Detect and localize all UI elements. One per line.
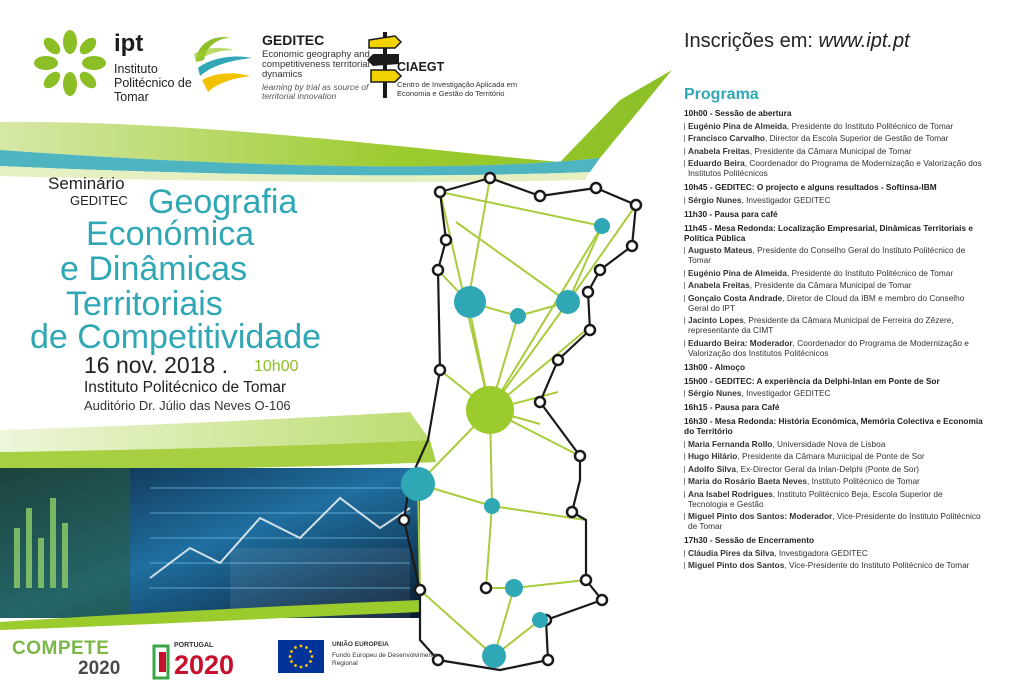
program-item (684, 293, 984, 313)
portugal-2020-logo (150, 642, 260, 682)
speaker-name: Maria Fernanda Rollo (688, 438, 773, 449)
program-title: Programa (684, 86, 759, 103)
speaker-role: Presidente da Câmara Municipal de Ferreira do Zêzere, representante da CIMT (688, 315, 954, 335)
speaker-role: Instituto Politécnico de Tomar (811, 476, 920, 486)
ipt-flower-icon (32, 30, 108, 96)
speaker-name: Hugo Hilário (688, 451, 738, 461)
geditec-subtitle: Economic geography and competitiveness territorial dynamics (262, 49, 370, 80)
speaker-role: Instituto Politécnico Beja, Escola Superior de Tecnologia e Gestão (688, 488, 943, 509)
speaker-name: Augusto Mateus (688, 245, 753, 255)
speaker-role: Presidente da Câmara Municipal de Tomar (754, 280, 912, 290)
compete-2020-logo (12, 638, 137, 682)
program-list (684, 108, 984, 570)
program-slot: 17h30 - Sessão de Encerramento (684, 535, 815, 545)
speaker-separator: , (765, 133, 770, 143)
program-item (684, 195, 984, 205)
speaker-name: Ana Isabel Rodrigues (688, 488, 773, 499)
speaker-name: Sérgio Nunes (688, 194, 742, 205)
registration-line (684, 30, 910, 53)
speaker-separator: , (806, 476, 812, 486)
speaker-separator: , (786, 267, 792, 278)
program-item (684, 548, 984, 558)
compete-word: COMPETE (12, 638, 110, 659)
speaker-role: Coordenador do Programa de Modernização e Valorização dos Institutos Politécnicos (688, 158, 982, 178)
program-item (684, 133, 984, 143)
speaker-role: Presidente da Câmara Municipal de Tomar (754, 145, 912, 156)
event-time: 10h00 (254, 358, 299, 375)
program-item (684, 451, 984, 461)
speaker-role: Presidente do Instituto Politécnico de Tomar (791, 120, 954, 131)
speaker-name: Eduardo Beira (688, 158, 745, 168)
technology-photo-collage (0, 468, 420, 618)
speaker-name: Cláudia Pires da Silva (688, 547, 775, 558)
speaker-role: Investigadora GEDITEC (778, 547, 868, 558)
program-item (684, 511, 984, 531)
program-item (684, 476, 984, 486)
speaker-role: Vice-Presidente do Instituto Politécnico de Tomar (688, 511, 981, 531)
speaker-name: Jacinto Lopes (688, 315, 744, 325)
program-item (684, 388, 984, 398)
speaker-name: Miguel Pinto dos Santos: Moderador (688, 511, 833, 521)
geditec-tagline: learning by trial as source of territorial innovation (262, 82, 369, 101)
speaker-name: Francisco Carvalho (688, 133, 766, 143)
ipt-logo (32, 30, 192, 104)
speaker-role: Presidente da Câmara Municipal de Ponte de Sor (741, 451, 925, 461)
speaker-name: Eugénio Pina de Almeida (688, 120, 787, 131)
program-item (684, 464, 984, 474)
program-item (684, 245, 984, 265)
event-date-separator: . (215, 352, 229, 378)
program-item (684, 268, 984, 278)
portugal-year: 2020 (174, 650, 235, 680)
program-slot: 16h30 - Mesa Redonda: História Económica, Memória Colectiva e Economia do Território (684, 416, 983, 436)
event-room: Auditório Dr. Júlio das Neves O-106 (84, 398, 291, 413)
speaker-role: Presidente do Conselho Geral do Instituto Politécnico de Tomar (688, 245, 966, 265)
speaker-separator: , (786, 120, 792, 131)
portugal-word: PORTUGAL (174, 642, 214, 649)
program-slot: 11h45 - Mesa Redonda: Localização Empresarial, Dinâmicas Territoriais e Política Pública (684, 222, 973, 243)
ciaegt-logo (365, 32, 540, 102)
speaker-name: Anabela Freitas (688, 145, 750, 156)
compete-year: 2020 (78, 658, 121, 679)
geditec-swirl-icon (190, 32, 256, 96)
event-title-line-4: Territoriais (66, 285, 223, 323)
eu-title: UNIÃO EUROPEIA (332, 641, 389, 648)
speaker-name: Eugénio Pina de Almeida (688, 267, 787, 278)
event-date (84, 352, 228, 379)
speaker-role: Investigador GEDITEC (746, 194, 831, 205)
program-slot: 10h00 - Sessão de abertura (684, 108, 792, 118)
speaker-separator: , (741, 388, 747, 398)
speaker-separator: , (749, 280, 755, 290)
eu-flag-icon (278, 640, 324, 673)
event-title-line-2: Económica (86, 215, 255, 253)
speaker-role: Presidente do Instituto Politécnico de Tomar (791, 267, 954, 278)
program-slot: 13h00 - Almoço (684, 361, 746, 372)
speaker-separator: , (774, 547, 779, 558)
geditec-logo (190, 30, 380, 100)
speaker-separator: , (772, 438, 777, 449)
program-item (684, 489, 984, 509)
speaker-name: Adolfo Silva (688, 463, 736, 474)
program-item (684, 338, 984, 358)
speaker-role: Director da Escola Superior de Gestão de Tomar (769, 133, 949, 143)
portugal-map-network-icon (380, 170, 680, 690)
speaker-name: Eduardo Beira: Moderador (688, 337, 793, 348)
ciaegt-brand: CIAEGT (397, 60, 445, 74)
program-item (684, 121, 984, 131)
ipt-name: Instituto Politécnico de Tomar (114, 62, 192, 104)
seminar-label: Seminário (48, 174, 125, 193)
speaker-separator: , (832, 511, 837, 521)
speaker-separator: , (752, 245, 758, 255)
ipt-brand: ipt (114, 30, 144, 57)
registration-label: Inscrições em: (684, 30, 813, 52)
eu-fund-name: Fundo Europeu de Desenvolvimento Regional (332, 652, 438, 667)
speaker-separator: , (792, 337, 798, 348)
speaker-name: Miguel Pinto dos Santos (688, 560, 785, 570)
speaker-name: Anabela Freitas (688, 280, 750, 290)
event-title-line-3: e Dinâmicas (60, 250, 248, 288)
program-item (684, 158, 984, 178)
eu-fund-text (332, 641, 442, 668)
speaker-separator: , (744, 158, 750, 168)
program-slot: 10h45 - GEDITEC: O projecto e alguns resultados - Softinsa-IBM (684, 182, 937, 192)
collage-bottom-swoosh (0, 600, 420, 630)
speaker-separator: , (743, 315, 749, 325)
speaker-role: Ex-Director Geral da Inlan-Delphi (Ponte de Sor) (740, 463, 920, 474)
program-item (684, 146, 984, 156)
portugal-2020-icon (150, 644, 172, 680)
geditec-brand: GEDITEC (262, 32, 325, 48)
program-item (684, 280, 984, 290)
speaker-name: Gonçalo Costa Andrade (688, 292, 783, 303)
speaker-separator: , (784, 560, 789, 570)
speaker-separator: , (772, 488, 778, 499)
registration-url[interactable]: www.ipt.pt (818, 30, 910, 52)
speaker-role: Investigador GEDITEC (746, 388, 831, 398)
speaker-separator: , (782, 292, 787, 303)
speaker-separator: , (749, 145, 755, 156)
speaker-name: Sérgio Nunes (688, 388, 742, 398)
program-slot: 11h30 - Pausa para café (684, 208, 778, 219)
event-venue: Instituto Politécnico de Tomar (84, 379, 287, 396)
event-title-line-1: Geografia (148, 183, 298, 221)
program-item (684, 560, 984, 570)
speaker-role: Vice-Presidente do Instituto Politécnico de Tomar (788, 560, 970, 570)
program-item (684, 439, 984, 449)
program-slot: 16h15 - Pausa para Café (684, 402, 780, 412)
ciaegt-subtitle: Centro de Investigação Aplicada em Economia e Gestão do Território (397, 80, 518, 98)
speaker-role: Universidade Nova de Lisboa (777, 438, 886, 449)
speaker-role: Diretor de Cloud da IBM e membro do Conselho Geral do IPT (688, 292, 965, 313)
event-date-text: 16 nov. 2018 (84, 352, 216, 378)
speaker-separator: , (737, 451, 742, 461)
speaker-separator: , (735, 463, 741, 474)
speaker-name: Maria do Rosário Baeta Neves (688, 476, 807, 486)
speaker-role: Coordenador do Programa de Modernização e Valorização dos Institutos Politécnicos (688, 337, 969, 358)
seminar-sublabel: GEDITEC (70, 193, 128, 208)
program-slot: 15h00 - GEDITEC: A experiência da Delphi-Inlan em Ponte de Sor (684, 375, 940, 386)
speaker-separator: , (741, 194, 747, 205)
program-item (684, 315, 984, 335)
event-title-line-5: de Competitividade (30, 318, 322, 356)
